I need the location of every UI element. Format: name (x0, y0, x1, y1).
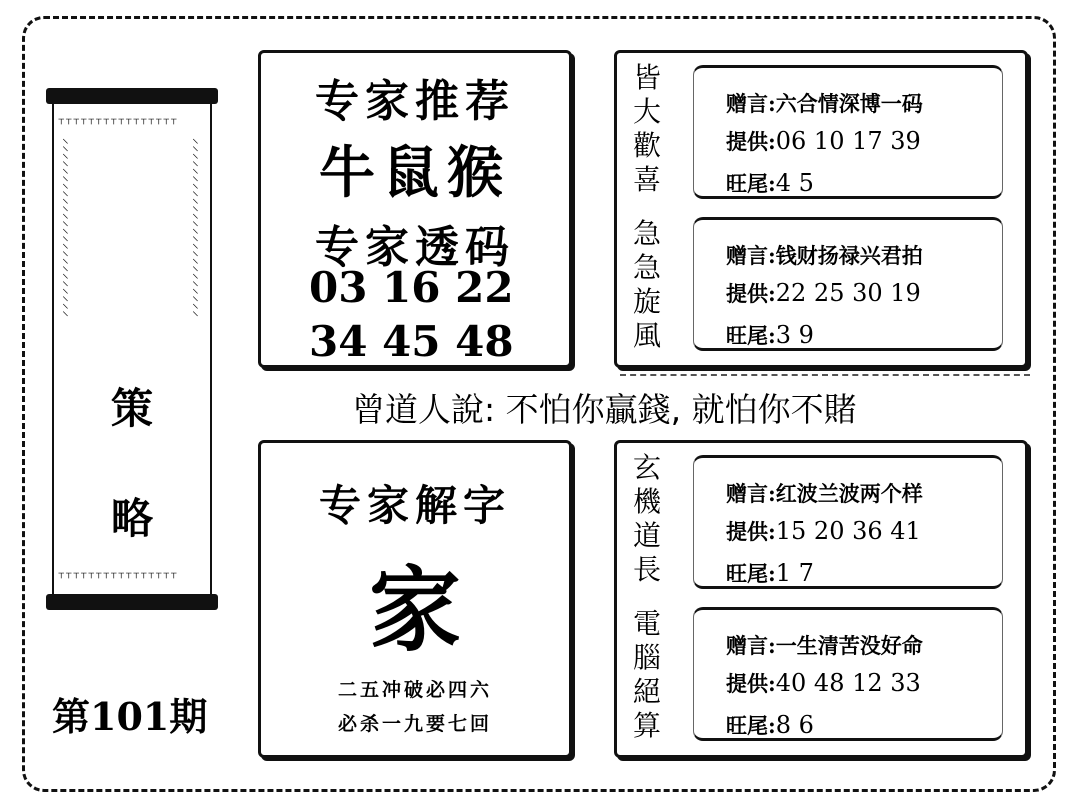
provide-numbers: 15 20 36 41 (775, 517, 921, 545)
tail-label: 旺尾: (726, 323, 776, 348)
vertical-char: 皆 (632, 61, 661, 94)
top-vertical-title-1 (623, 61, 671, 197)
expert-recommend-heading: 专家推荐 (315, 76, 515, 127)
vertical-char: 急 (632, 251, 661, 284)
tip-card (693, 217, 1003, 351)
scroll-bottom-bar (46, 594, 218, 610)
top-vertical-title-2 (623, 217, 671, 353)
gift-text: 赠言:六合情深博一码 (726, 91, 923, 116)
vertical-char: 腦 (632, 641, 661, 674)
tail-label: 旺尾: (726, 171, 776, 196)
provide-numbers: 22 25 30 19 (775, 279, 921, 307)
vertical-char: 喜 (632, 163, 661, 196)
vertical-char: 歡 (632, 129, 661, 162)
vertical-char: 急 (632, 217, 661, 250)
vertical-char: 道 (632, 519, 661, 552)
scroll-ornament-left: ⸝⸝⸝⸝⸝⸝⸝⸝⸝⸝⸝⸝⸝⸝⸝⸝⸝⸝⸝⸝⸝⸝⸝⸝ (60, 138, 75, 318)
tail-row (726, 558, 814, 588)
vertical-char: 絕 (632, 675, 661, 708)
provide-row (726, 278, 921, 308)
vertical-char: 算 (632, 709, 661, 742)
divider-dashes (620, 374, 1030, 376)
tail-label: 旺尾: (726, 713, 776, 738)
expert-decode-heading: 专家解字 (318, 481, 511, 530)
tip-card (693, 65, 1003, 199)
vertical-char: 機 (632, 485, 661, 518)
gift-text: 赠言:红波兰波两个样 (726, 481, 923, 506)
provide-numbers: 40 48 12 33 (775, 669, 921, 697)
tail-row (726, 168, 814, 198)
top-tips-panel (614, 50, 1028, 368)
vertical-char: 玄 (632, 451, 661, 484)
expert-numbers-line1: 03 16 22 (309, 263, 514, 312)
vertical-char: 大 (632, 95, 661, 128)
gift-text: 赠言:一生清苦没好命 (726, 633, 923, 658)
provide-row (726, 668, 921, 698)
tail-row (726, 710, 814, 740)
vertical-char: 長 (632, 553, 661, 586)
tail-numbers: 8 6 (775, 711, 814, 739)
issue-number: 第101期 (52, 694, 208, 739)
expert-recommend-box (258, 50, 572, 368)
strategy-scroll (46, 88, 218, 610)
provide-label: 提供: (726, 281, 776, 306)
bottom-tips-panel (614, 440, 1028, 758)
bottom-vertical-title-2 (623, 607, 671, 743)
tail-numbers: 3 9 (775, 321, 814, 349)
gift-text: 赠言:钱财扬禄兴君拍 (726, 243, 923, 268)
expert-numbers-heading: 专家透码 (315, 222, 515, 273)
provide-row (726, 126, 921, 156)
provide-label: 提供: (726, 519, 776, 544)
provide-numbers: 06 10 17 39 (775, 127, 921, 155)
decode-poem-line1: 二五冲破必四六 (337, 679, 492, 701)
tail-numbers: 4 5 (775, 169, 814, 197)
scroll-ornament-right: ⸝⸝⸝⸝⸝⸝⸝⸝⸝⸝⸝⸝⸝⸝⸝⸝⸝⸝⸝⸝⸝⸝⸝⸝ (190, 138, 205, 318)
vertical-char: 旋 (632, 285, 661, 318)
tail-numbers: 1 7 (775, 559, 814, 587)
bottom-vertical-title-1 (623, 451, 671, 587)
decode-poem-line2: 必杀一九要七回 (337, 713, 492, 735)
zodiac-picks: 牛鼠猴 (319, 140, 511, 206)
provide-label: 提供: (726, 129, 776, 154)
scroll-top-bar (46, 88, 218, 104)
tail-label: 旺尾: (726, 561, 776, 586)
expert-numbers-line2: 34 45 48 (309, 317, 514, 366)
motto-text: 曾道人說: 不怕你贏錢, 就怕你不賭 (352, 390, 857, 429)
scroll-ornament-bottom: ⸆⸆⸆⸆⸆⸆⸆⸆⸆⸆⸆⸆⸆⸆⸆⸆ (58, 571, 178, 586)
provide-label: 提供: (726, 671, 776, 696)
expert-decode-box (258, 440, 572, 758)
provide-row (726, 516, 921, 546)
tip-card (693, 455, 1003, 589)
vertical-char: 電 (632, 607, 661, 640)
scroll-title-top: 策 (110, 384, 153, 433)
tail-row (726, 320, 814, 350)
scroll-title-bottom: 略 (110, 494, 153, 543)
decode-character: 家 (368, 556, 461, 664)
tip-card (693, 607, 1003, 741)
vertical-char: 風 (632, 319, 661, 352)
scroll-ornament-top: ⸆⸆⸆⸆⸆⸆⸆⸆⸆⸆⸆⸆⸆⸆⸆⸆ (58, 117, 178, 132)
